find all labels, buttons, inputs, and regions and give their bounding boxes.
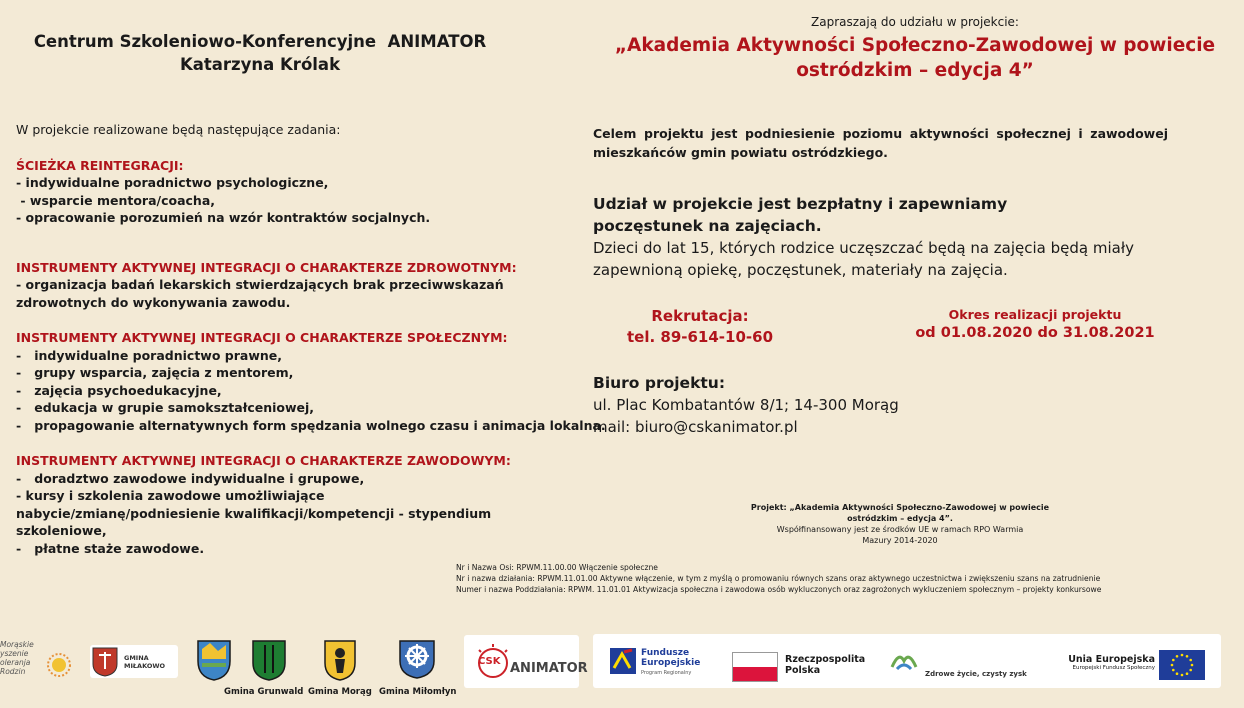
office-label: Biuro projektu:	[593, 374, 726, 392]
csk-badge: CSK	[478, 656, 501, 667]
list-item: - indywidualne poradnictwo prawne,	[16, 347, 283, 363]
list-item: - grupy wsparcia, zajęcia z mentorem,	[16, 365, 294, 380]
section-social	[16, 329, 606, 434]
gmina-milomlyn-label: Gmina Miłomłyn	[379, 687, 457, 697]
crest-icon	[92, 647, 118, 677]
note-line4: Mazury 2014-2020	[862, 536, 938, 545]
org-text: yszenie	[0, 649, 29, 658]
list-item: - organizacja badań lekarskich stwierdzających brak przeciwwskazań zdrowotnych do wykonywania zawodu.	[16, 277, 504, 310]
org-text: oleranja	[0, 658, 31, 667]
fundusze-text	[641, 648, 700, 678]
organizer-name: Centrum Szkoleniowo-Konferencyjne ANIMATOR	[33, 32, 487, 51]
project-title-line2: ostródzkim – edycja 4”	[796, 60, 1034, 81]
list-item: - doradztwo zawodowe indywidualne i grupowe,	[16, 470, 365, 486]
rp-line2: Polska	[785, 665, 821, 676]
list-item: - kursy i szkolenia zawodowe umożliwiające nabycie/zmianę/podniesienie kwalifikacji/kompetencji - stypendium szkoleniowe,	[16, 488, 492, 538]
section-heading: INSTRUMENTY AKTYWNEJ INTEGRACJI O CHARAKTERZE ZDROWOTNYM:	[16, 259, 517, 275]
section-heading: ŚCIEŻKA REINTEGRACJI:	[16, 157, 184, 173]
recruitment-label: Rekrutacja:	[651, 307, 749, 325]
list-item: - zajęcia psychoedukacyjne,	[16, 382, 222, 398]
gmina-milakowo-logo	[90, 645, 178, 678]
list-item: - indywidualne poradnictwo psychologiczne,	[16, 175, 329, 190]
office-address: ul. Plac Kombatantów 8/1; 14-300 Morąg	[593, 396, 899, 414]
animator-wordmark: ANIMATOR	[510, 661, 588, 676]
section-health	[16, 259, 561, 312]
family-org-logo	[0, 640, 75, 690]
list-item: - wsparcie mentora/coacha,	[16, 192, 216, 208]
note-line2: ostródzkim – edycja 4”.	[847, 514, 953, 523]
participation-info	[593, 193, 1193, 281]
footnote-line1: Nr i Nazwa Osi: RPWM.11.00.00 Włączenie społeczne	[456, 563, 658, 572]
milomlyn-crest-icon	[398, 639, 436, 679]
list-item: - edukacja w grupie samokształceniowej,	[16, 400, 315, 415]
fundusze-line2: Europejskie	[641, 658, 701, 668]
gmina-milakowo-name: GMINA MIŁAKOWO	[124, 654, 166, 670]
ue-line2: Europejski Fundusz Społeczny	[1072, 665, 1155, 671]
period-dates: od 01.08.2020 do 31.08.2021	[915, 325, 1155, 341]
list-item: - opracowanie porozumień na wzór kontraktów socjalnych.	[16, 210, 431, 225]
children-line2: zapewnioną opiekę, poczęstunek, materiały na zajęcia.	[593, 261, 1008, 279]
grunwald-flag-icon	[251, 639, 287, 681]
project-office	[593, 372, 1093, 438]
ue-text	[1051, 654, 1155, 671]
free-line1: Udział w projekcie jest bezpłatny i zapewniamy	[593, 195, 1008, 213]
tasks-intro: W projekcie realizowane będą następujące zadania:	[16, 122, 341, 137]
note-line3: Współfinansowany jest ze środków UE w ramach RPO Warmia	[776, 525, 1024, 534]
project-title-line1: „Akademia Aktywności Społeczno-Zawodowej w powiecie	[614, 35, 1216, 56]
invite-text: Zapraszają do udziału w projekcie:	[811, 15, 1019, 29]
csk-animator-logo	[464, 635, 588, 688]
footnote-line3: Numer i nazwa Poddziałania: RPWM. 11.01.01 Aktywizacja społeczna i zawodowa osób wykluczonych oraz zagrożonych wykluczeniem społecznym – projekty konkursowe	[456, 585, 1102, 594]
recruitment-phone: tel. 89-614-10-60	[626, 328, 773, 346]
section-heading: INSTRUMENTY AKTYWNEJ INTEGRACJI O CHARAKTERZE ZAWODOWYM:	[16, 453, 511, 468]
free-line2: poczęstunek na zajęciach.	[593, 217, 822, 235]
ue-line1: Unia Europejska	[1068, 654, 1155, 665]
list-item: - propagowanie alternatywnych form spędzania wolnego czasu i animacja lokalna.	[16, 417, 606, 433]
fundusze-europejskie-icon	[608, 646, 638, 676]
list-item: - płatne staże zawodowe.	[16, 540, 205, 556]
fundusze-line1: Fundusze	[641, 648, 690, 658]
morag-crest-icon	[323, 639, 357, 681]
organizer-header	[20, 30, 500, 76]
gmina-morag-label: Gmina Morąg	[308, 687, 372, 697]
polish-flag-icon	[732, 652, 778, 682]
warmia-slogan: Zdrowe życie, czysty zysk	[925, 670, 1027, 678]
tasks-column	[16, 121, 606, 575]
period-label: Okres realizacji projektu	[948, 307, 1122, 322]
warmia-mazury-icon	[889, 649, 919, 675]
project-note	[700, 502, 1100, 546]
children-line1: Dzieci do lat 15, których rodzice uczęszczać będą na zajęcia będą miały	[593, 239, 1134, 257]
fundusze-line3: Program Regionalny	[641, 670, 692, 676]
realization-period	[905, 306, 1165, 344]
footnote-line2: Nr i nazwa działania: RPWM.11.01.00 Aktywne włączenie, w tym z myślą o promowaniu równych szans oraz aktywnego uczestnictwa i zwiększeniu szans na zatrudnienie	[456, 574, 1101, 583]
office-mail: mail: biuro@cskanimator.pl	[593, 418, 798, 436]
recruitment	[600, 306, 800, 348]
rp-text	[785, 654, 865, 676]
org-text: Morąskie	[0, 640, 34, 649]
project-goal: Celem projektu jest podniesienie poziomu aktywności społecznej i zawodowej mieszkańców gmin powiatu ostródzkiego.	[593, 126, 1168, 160]
eu-funding-bar	[593, 634, 1221, 688]
gmina-grunwald-label: Gmina Grunwald	[224, 687, 304, 697]
project-header	[590, 14, 1240, 83]
program-footnote	[456, 562, 1241, 595]
rp-line1: Rzeczpospolita	[785, 654, 866, 665]
section-professional	[16, 452, 561, 557]
grunwald-crest-icon	[196, 639, 232, 681]
sun-icon	[46, 652, 72, 678]
section-heading: INSTRUMENTY AKTYWNEJ INTEGRACJI O CHARAKTERZE SPOŁECZNYM:	[16, 330, 508, 345]
org-text: Rodzin	[0, 667, 26, 676]
eu-flag-icon	[1159, 650, 1205, 680]
organizer-owner: Katarzyna Królak	[179, 55, 341, 74]
note-line1: Projekt: „Akademia Aktywności Społeczno-Zawodowej w powiecie	[750, 503, 1050, 512]
section-reintegration	[16, 157, 561, 227]
